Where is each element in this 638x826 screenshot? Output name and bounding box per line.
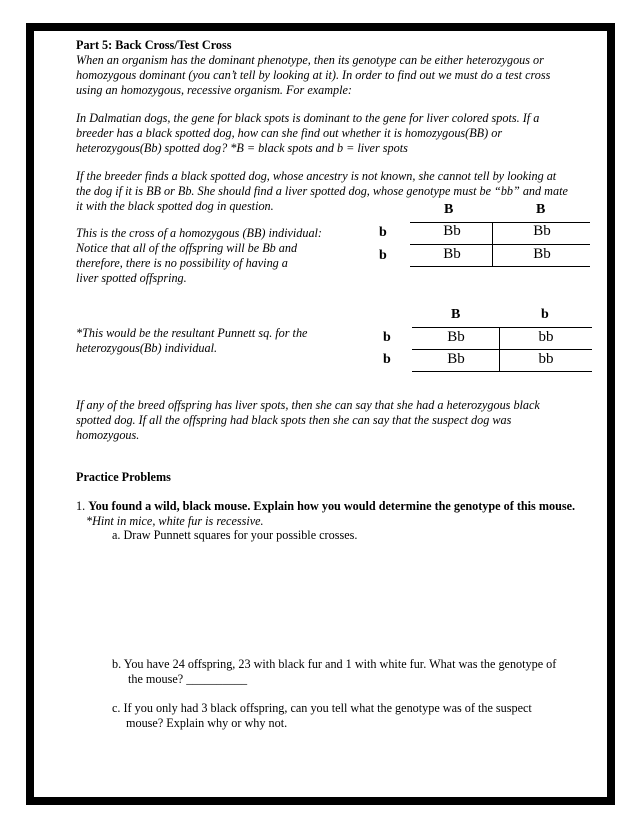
explain-line-3: it with the black spotted dog in question. — [76, 199, 274, 213]
question-1-hint: *Hint in mice, white fur is recessive. — [86, 514, 264, 528]
homo-note-line-2: Notice that all of the offspring will be Bb and — [76, 241, 298, 255]
example-line-3: heterozygous(Bb) spotted dog? *B = black spots and b = liver spots — [76, 141, 408, 155]
section-title: Part 5: Back Cross/Test Cross — [76, 38, 232, 52]
punnett-side-allele: b — [379, 225, 387, 240]
intro-line-3: using an homozygous, recessive organism. For example: — [76, 83, 352, 97]
explain-line-2: the dog if it is BB or Bb. She should find a liver spotted dog, whose genotype must be “bb” and mate — [76, 184, 568, 198]
example-line-1: In Dalmatian dogs, the gene for black spots is dominant to the gene for liver colored spots. If a — [76, 111, 540, 125]
question-1b-line-1: b. You have 24 offspring, 23 with black fur and 1 with white fur. What was the genotype of — [112, 657, 557, 671]
question-1c-line-1: c. If you only had 3 black offspring, can you tell what the genotype was of the suspect — [112, 701, 532, 715]
intro-line-2: homozygous dominant (you can’t tell by looking at it). In order to find out we must do a test cross — [76, 68, 551, 82]
punnett-side-allele: b — [379, 248, 387, 263]
hetero-note-line-2: heterozygous(Bb) individual. — [76, 341, 218, 355]
question-1a: a. Draw Punnett squares for your possible crosses. — [112, 528, 358, 542]
punnett-top-allele: b — [541, 307, 549, 322]
intro-line-1: When an organism has the dominant phenotype, then its genotype can be either heterozygous or — [76, 53, 544, 67]
question-1c-line-2: mouse? Explain why or why not. — [126, 716, 288, 730]
punnett-cell: bb — [538, 329, 554, 345]
grid-line — [410, 244, 590, 245]
question-1 — [76, 499, 575, 514]
punnett-cell: Bb — [447, 351, 465, 367]
homo-note-line-1: This is the cross of a homozygous (BB) individual: — [76, 226, 322, 240]
grid-line — [492, 222, 493, 266]
grid-line — [412, 371, 592, 372]
punnett-side-allele: b — [383, 352, 391, 367]
punnett-cell: Bb — [447, 329, 465, 345]
grid-line — [499, 327, 500, 371]
example-line-2: breeder has a black spotted dog, how can she find out whether it is homozygous(BB) or — [76, 126, 503, 140]
conclusion-line-3: homozygous. — [76, 428, 140, 442]
grid-line — [412, 349, 592, 350]
homo-note-line-4: liver spotted offspring. — [76, 271, 187, 285]
punnett-cell: Bb — [533, 246, 551, 262]
question-number: 1. — [76, 499, 86, 513]
punnett-top-allele: B — [444, 202, 454, 217]
punnett-top-allele: B — [536, 202, 546, 217]
homo-note-line-3: therefore, there is no possibility of having a — [76, 256, 288, 270]
practice-heading: Practice Problems — [76, 470, 171, 484]
punnett-side-allele: b — [383, 330, 391, 345]
conclusion-line-2: spotted dog. If all the offspring had black spots then she can say that the suspect dog was — [76, 413, 512, 427]
question-1b-line-2: the mouse? __________ — [128, 672, 248, 686]
punnett-cell: Bb — [533, 223, 551, 239]
conclusion-line-1: If any of the breed offspring has liver spots, then she can say that she had a heterozygous black — [76, 398, 540, 412]
punnett-cell: Bb — [443, 246, 461, 262]
grid-line — [412, 327, 592, 328]
hetero-note-line-1: *This would be the resultant Punnett sq. for the — [76, 326, 308, 340]
question-1-text: You found a wild, black mouse. Explain how you would determine the genotype of this mouse. — [88, 499, 576, 513]
explain-line-1: If the breeder finds a black spotted dog, whose ancestry is not known, she cannot tell by looking at — [76, 169, 557, 183]
punnett-cell: bb — [538, 351, 554, 367]
punnett-top-allele: B — [451, 307, 461, 322]
grid-line — [410, 266, 590, 267]
punnett-cell: Bb — [443, 223, 461, 239]
